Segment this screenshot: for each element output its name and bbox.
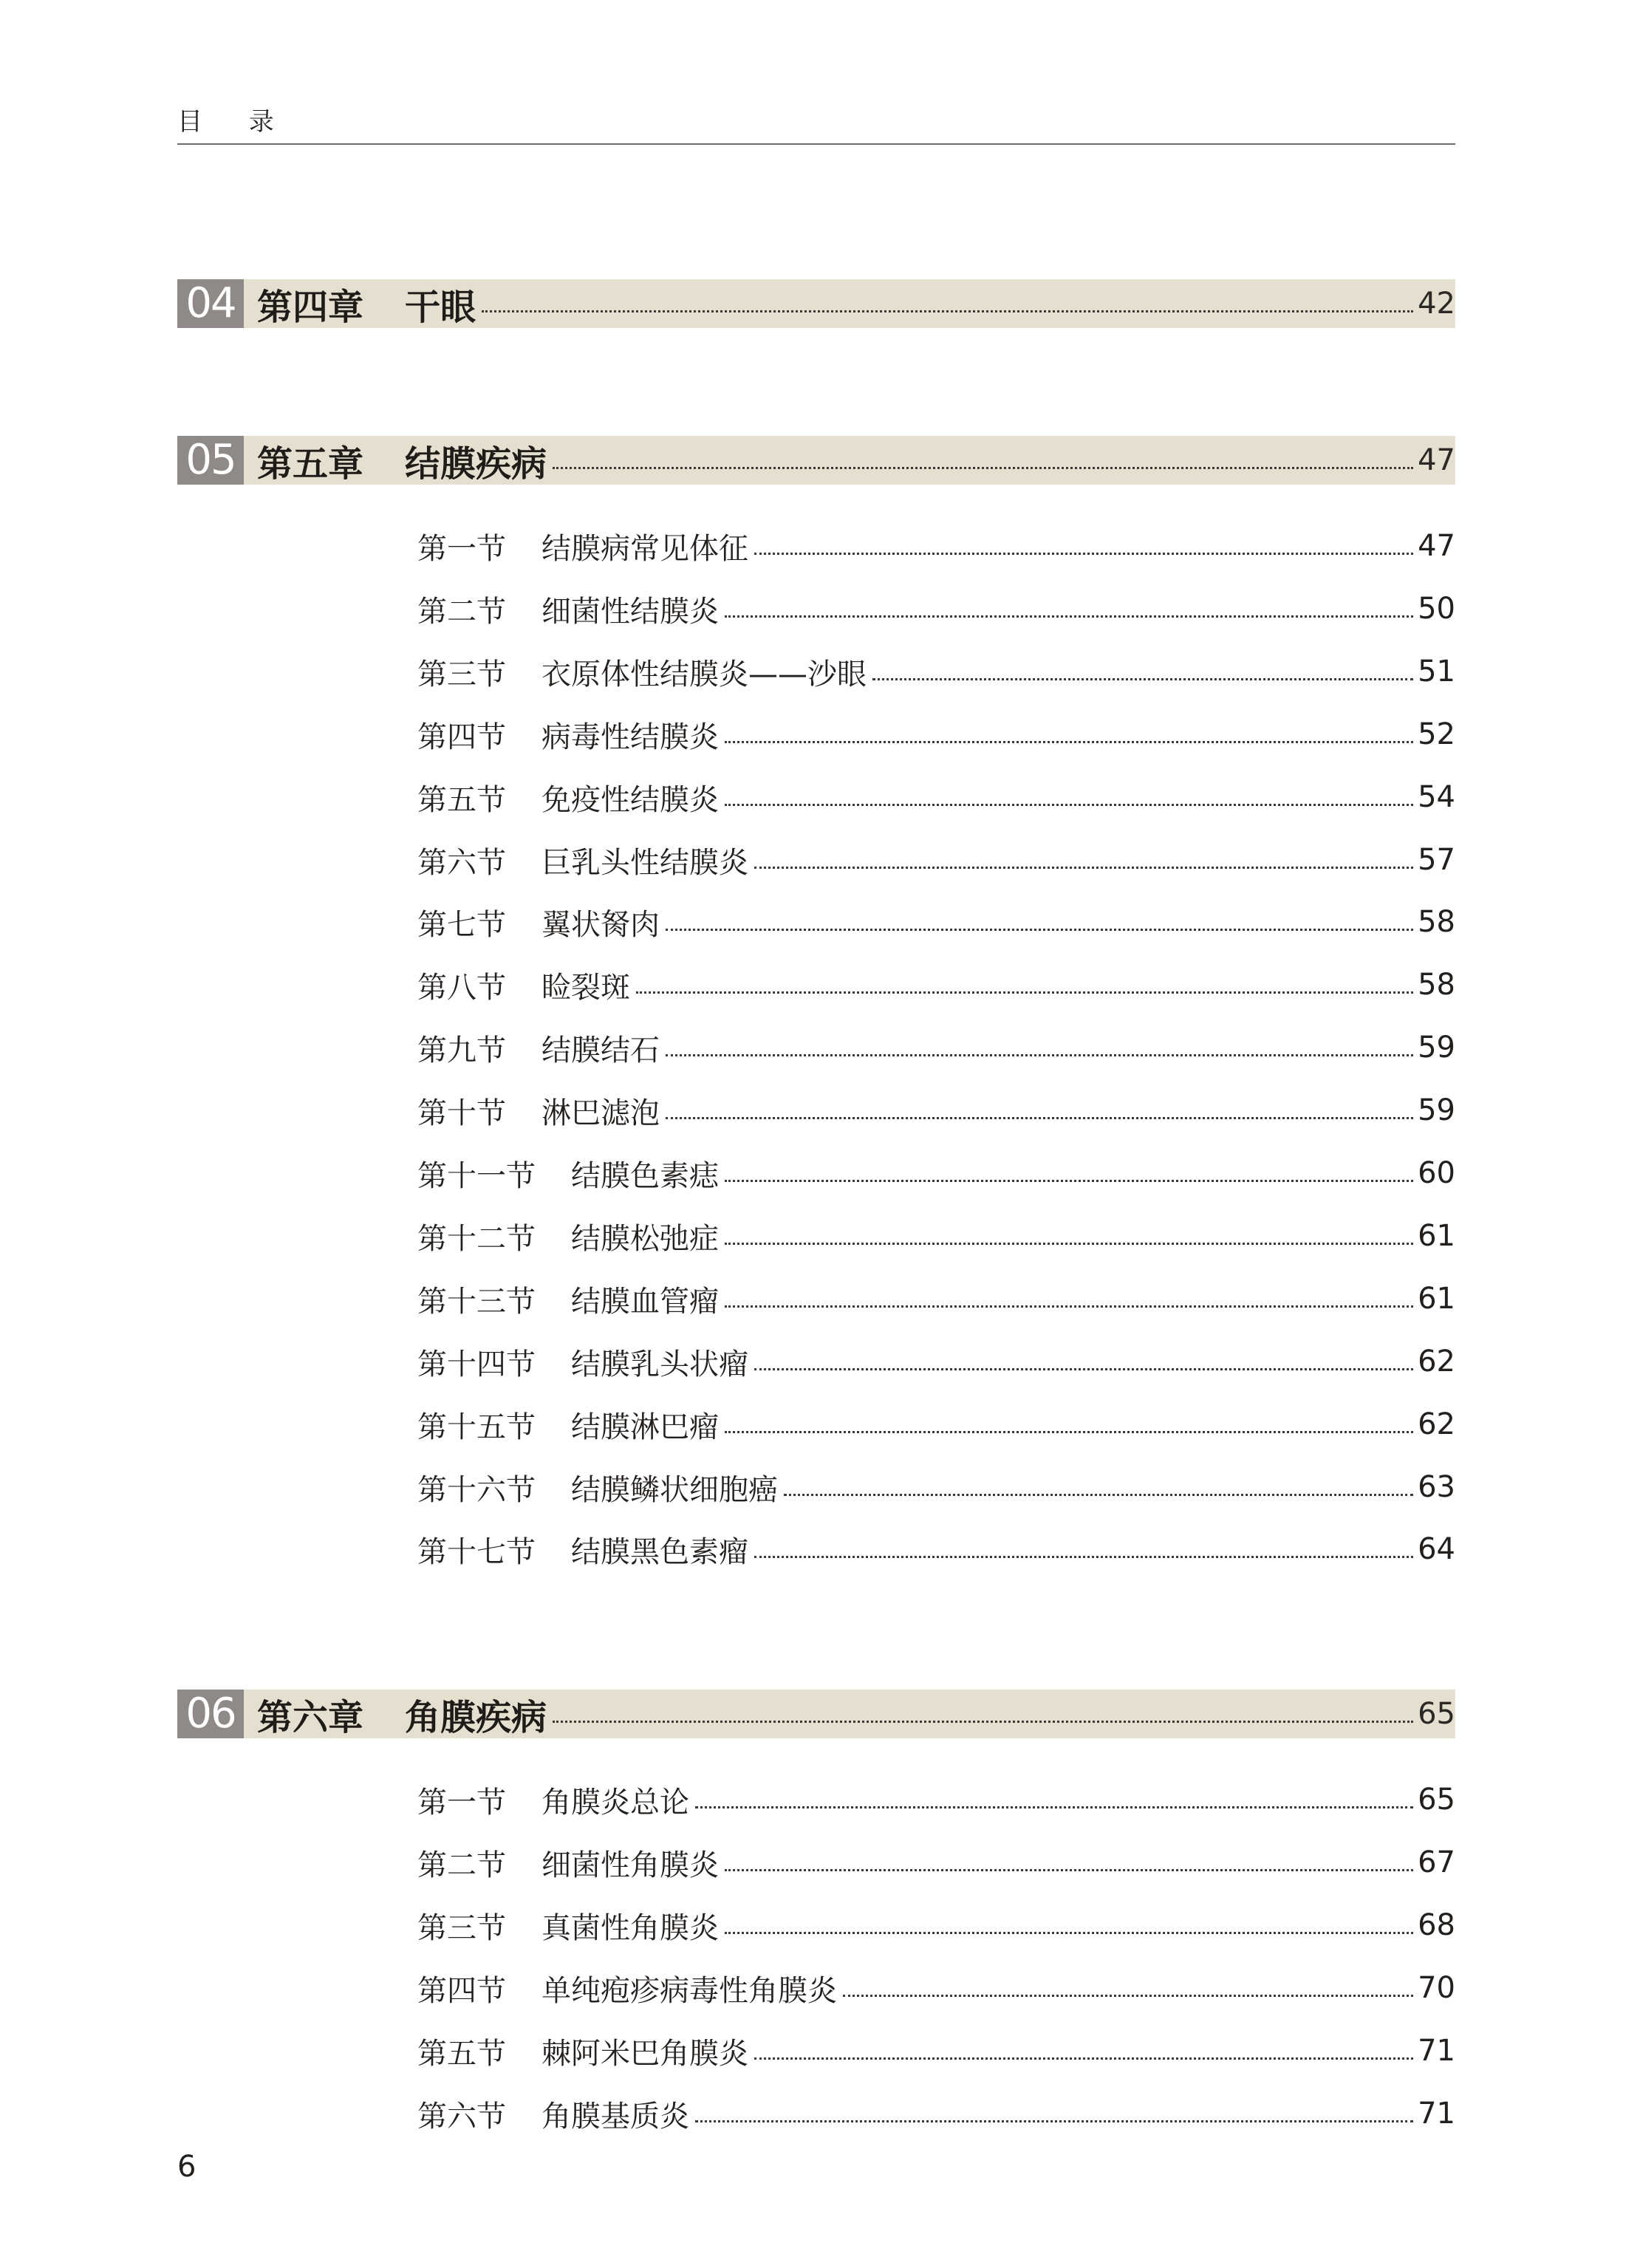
section-row[interactable]	[417, 525, 1455, 567]
section-page-number: 67	[1418, 1845, 1455, 1879]
section-label: 第十五节	[417, 1410, 536, 1444]
section-title: 免疫性结膜炎	[541, 782, 719, 817]
chapter-row[interactable]	[177, 279, 1455, 328]
section-title: 单纯疱疹病毒性角膜炎	[541, 1973, 837, 2008]
section-page-number: 62	[1418, 1407, 1455, 1441]
section-title: 棘阿米巴角膜炎	[541, 2036, 748, 2071]
dot-leader	[754, 553, 1413, 555]
section-page-number: 58	[1418, 968, 1455, 1002]
section-row[interactable]	[417, 2093, 1455, 2134]
section-row[interactable]	[417, 651, 1455, 692]
section-row[interactable]	[417, 1278, 1455, 1319]
chapter-page-number: 42	[1418, 287, 1455, 321]
section-page-number: 68	[1418, 1908, 1455, 1942]
section-label: 第一节	[417, 531, 506, 566]
section-page-number: 54	[1418, 780, 1455, 814]
dot-leader	[725, 1431, 1413, 1433]
section-page-number: 61	[1418, 1282, 1455, 1316]
chapter-entry	[257, 1690, 1455, 1738]
dot-leader	[725, 741, 1413, 743]
dot-leader	[666, 929, 1413, 931]
section-row[interactable]	[417, 1341, 1455, 1382]
section-title: 结膜色素痣	[571, 1158, 719, 1193]
section-page-number: 71	[1418, 2097, 1455, 2131]
dot-leader	[754, 2057, 1413, 2060]
dot-leader	[725, 615, 1413, 618]
section-row[interactable]	[417, 1528, 1455, 1570]
section-row[interactable]	[417, 839, 1455, 881]
section-page-number: 47	[1418, 529, 1455, 563]
dot-leader	[872, 678, 1413, 680]
running-header: 目 录	[177, 107, 293, 137]
section-page-number: 52	[1418, 717, 1455, 751]
section-row[interactable]	[417, 714, 1455, 755]
section-title: 结膜黑色素瘤	[571, 1534, 748, 1569]
section-page-number: 51	[1418, 655, 1455, 689]
section-label: 第十节	[417, 1096, 506, 1130]
section-title: 病毒性结膜炎	[541, 720, 719, 754]
section-title: 真菌性角膜炎	[541, 1910, 719, 1945]
dot-leader	[725, 804, 1413, 806]
section-row[interactable]	[417, 1215, 1455, 1257]
dot-leader	[725, 1243, 1413, 1245]
section-row[interactable]	[417, 1152, 1455, 1194]
section-row[interactable]	[417, 1779, 1455, 1820]
chapter-title: 干眼	[405, 286, 476, 328]
section-row[interactable]	[417, 1027, 1455, 1068]
section-title: 衣原体性结膜炎——沙眼	[541, 657, 867, 691]
chapter-entry	[257, 279, 1455, 328]
section-title: 细菌性结膜炎	[541, 594, 719, 629]
section-page-number: 71	[1418, 2034, 1455, 2068]
dot-leader	[754, 867, 1413, 869]
section-row[interactable]	[417, 964, 1455, 1005]
chapter-title: 角膜疾病	[405, 1696, 547, 1738]
section-page-number: 65	[1418, 1783, 1455, 1817]
chapter-title: 结膜疾病	[405, 443, 547, 485]
section-title: 结膜乳头状瘤	[571, 1347, 748, 1381]
section-label: 第三节	[417, 657, 506, 691]
section-title: 结膜病常见体征	[541, 531, 748, 566]
section-label: 第三节	[417, 1910, 506, 1945]
dot-leader	[636, 991, 1413, 994]
section-title: 结膜松弛症	[571, 1221, 719, 1256]
section-label: 第十七节	[417, 1534, 536, 1569]
dot-leader	[695, 1806, 1413, 1808]
dot-leader	[725, 1932, 1413, 1934]
section-page-number: 64	[1418, 1532, 1455, 1566]
section-title: 结膜结石	[541, 1033, 660, 1068]
chapter-page-number: 65	[1418, 1697, 1455, 1731]
section-label: 第七节	[417, 907, 506, 942]
section-page-number: 62	[1418, 1345, 1455, 1379]
section-page-number: 59	[1418, 1093, 1455, 1127]
section-page-number: 63	[1418, 1470, 1455, 1504]
section-page-number: 57	[1418, 843, 1455, 877]
section-label: 第十二节	[417, 1221, 536, 1256]
section-label: 第四节	[417, 720, 506, 754]
section-title: 结膜淋巴瘤	[571, 1410, 719, 1444]
section-label: 第十四节	[417, 1347, 536, 1381]
dot-leader	[843, 1995, 1413, 1997]
section-row[interactable]	[417, 1466, 1455, 1508]
section-label: 第二节	[417, 1848, 506, 1882]
section-label: 第六节	[417, 2099, 506, 2134]
section-title: 角膜炎总论	[541, 1785, 689, 1820]
section-title: 睑裂斑	[541, 970, 630, 1005]
chapter-row[interactable]	[177, 436, 1455, 485]
chapter-number-badge: 04	[177, 279, 244, 328]
section-title: 淋巴滤泡	[541, 1096, 660, 1130]
section-page-number: 61	[1418, 1219, 1455, 1253]
section-label: 第四节	[417, 1973, 506, 2008]
section-title: 翼状胬肉	[541, 907, 660, 942]
chapter-row[interactable]	[177, 1690, 1455, 1738]
section-title: 巨乳头性结膜炎	[541, 845, 748, 880]
section-row[interactable]	[417, 1905, 1455, 1946]
section-page-number: 58	[1418, 905, 1455, 939]
section-label: 第八节	[417, 970, 506, 1005]
dot-leader	[553, 1721, 1413, 1723]
section-label: 第十六节	[417, 1472, 536, 1507]
dot-leader	[553, 467, 1413, 469]
section-row[interactable]	[417, 1967, 1455, 2009]
section-label: 第五节	[417, 782, 506, 817]
section-label: 第一节	[417, 1785, 506, 1820]
dot-leader	[784, 1494, 1413, 1496]
section-page-number: 60	[1418, 1156, 1455, 1190]
section-row[interactable]	[417, 2030, 1455, 2071]
section-row[interactable]	[417, 776, 1455, 818]
section-label: 第十一节	[417, 1158, 536, 1193]
header-rule	[177, 143, 1455, 145]
section-page-number: 70	[1418, 1971, 1455, 2005]
section-page-number: 59	[1418, 1031, 1455, 1065]
page-number: 6	[177, 2150, 197, 2184]
dot-leader	[482, 310, 1413, 312]
dot-leader	[666, 1054, 1413, 1056]
chapter-label: 第四章	[257, 286, 364, 328]
chapter-page-number: 47	[1418, 443, 1455, 477]
section-page-number: 50	[1418, 592, 1455, 626]
dot-leader	[666, 1117, 1413, 1119]
chapter-label: 第六章	[257, 1696, 364, 1738]
section-row[interactable]	[417, 588, 1455, 629]
chapter-label: 第五章	[257, 443, 364, 485]
dot-leader	[754, 1368, 1413, 1370]
dot-leader	[725, 1869, 1413, 1871]
section-row[interactable]	[417, 1090, 1455, 1131]
section-row[interactable]	[417, 1404, 1455, 1445]
section-row[interactable]	[417, 901, 1455, 943]
chapter-entry	[257, 436, 1455, 485]
dot-leader	[725, 1180, 1413, 1182]
section-label: 第五节	[417, 2036, 506, 2071]
dot-leader	[725, 1305, 1413, 1308]
dot-leader	[695, 2120, 1413, 2122]
dot-leader	[754, 1556, 1413, 1558]
section-title: 结膜鳞状细胞癌	[571, 1472, 778, 1507]
section-title: 角膜基质炎	[541, 2099, 689, 2134]
section-label: 第九节	[417, 1033, 506, 1068]
section-label: 第六节	[417, 845, 506, 880]
chapter-number-badge: 05	[177, 436, 244, 485]
section-row[interactable]	[417, 1842, 1455, 1883]
section-label: 第十三节	[417, 1284, 536, 1319]
section-label: 第二节	[417, 594, 506, 629]
chapter-number-badge: 06	[177, 1690, 244, 1738]
section-title: 细菌性角膜炎	[541, 1848, 719, 1882]
section-title: 结膜血管瘤	[571, 1284, 719, 1319]
